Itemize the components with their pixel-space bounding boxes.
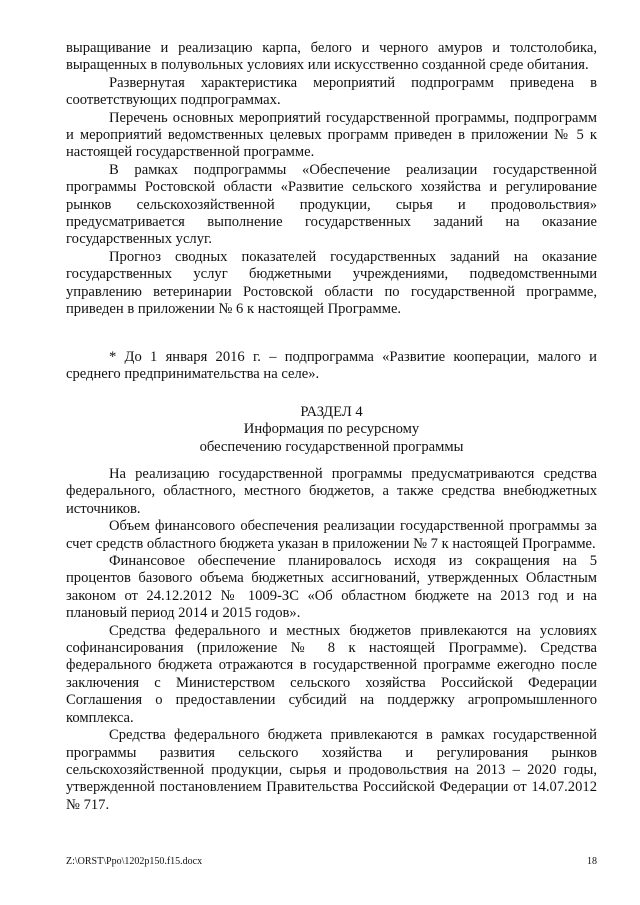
section-number: РАЗДЕЛ 4 [300, 404, 363, 420]
paragraph: Финансовое обеспечение планировалось исходя из сокращения на 5 процентов базового объема бюджетных ассигнований, утвержденных Областным законом от 24.12.2012 № 1009-ЗС «Об областном бюджете на 2013 год и на плановый период 2014 и 2015 годов». [66, 553, 597, 622]
footnote-text: * До 1 января 2016 г. – подпрограмма «Развитие кооперации, малого и среднего предпринимательства на селе». [66, 349, 597, 383]
paragraph: Развернутая характеристика мероприятий подпрограмм приведена в соответствующих подпрограммах. [66, 74, 597, 109]
footnote [66, 349, 597, 384]
paragraph: Средства федерального бюджета привлекаются в рамках государственной программы развития сельского хозяйства и регулирования рынков сельскохозяйственной продукции, сырья и продовольствия на 2013 – 2020 годы, утвержденной постановлением Правительства Российской Федерации от 14.07.2012 № 717. [66, 727, 597, 813]
file-path: Z:\ORST\Ppo\1202p150.f15.docx [66, 856, 203, 867]
paragraph: Перечень основных мероприятий государственной программы, подпрограмм и мероприятий ведомственных целевых программ приведен в приложении № 5 к настоящей государственной программе. [66, 109, 597, 161]
paragraph: В рамках подпрограммы «Обеспечение реализации государственной программы Ростовской области «Развитие сельского хозяйства и регулирование рынков сельскохозяйственной продукции, сырья и продовольствия» предусматривается выполнение государственных заданий на оказание государственных услуг. [66, 161, 597, 248]
top-text-block [66, 40, 597, 319]
paragraph: Средства федерального и местных бюджетов привлекаются на условиях софинансирования (приложение № 8 к настоящей Программе). Средства федерального бюджета отражаются в государственной программе ежегодно после заключения с Министерством сельского хозяйства Российской Федерации Соглашения о предоставлении субсидий на поддержку агропромышленного комплекса. [66, 622, 597, 726]
section-title-line-2: обеспечению государственной программы [199, 438, 464, 455]
section-heading [66, 404, 597, 456]
paragraph: На реализацию государственной программы предусматриваются средства федерального, областного, местного бюджетов, а также средства внебюджетных источников. [66, 466, 597, 517]
paragraph: Объем финансового обеспечения реализации государственной программы за счет средств областного бюджета указан в приложении № 7 к настоящей Программе. [66, 518, 597, 552]
page-number: 18 [587, 856, 597, 867]
main-text-block [66, 466, 597, 814]
paragraph: Прогноз сводных показателей государственных заданий на оказание государственных услуг бюджетными учреждениями, подведомственными управлению ветеринарии Ростовской области по государственной программе, приведен в приложении № 6 к настоящей Программе. [66, 248, 597, 318]
section-title-line-1: Информация по ресурсному [243, 421, 420, 438]
paragraph-continuation: выращивание и реализацию карпа, белого и черного амуров и толстолобика, выращенных в полувольных условиях или искусственно созданной среде обитания. [66, 40, 597, 74]
